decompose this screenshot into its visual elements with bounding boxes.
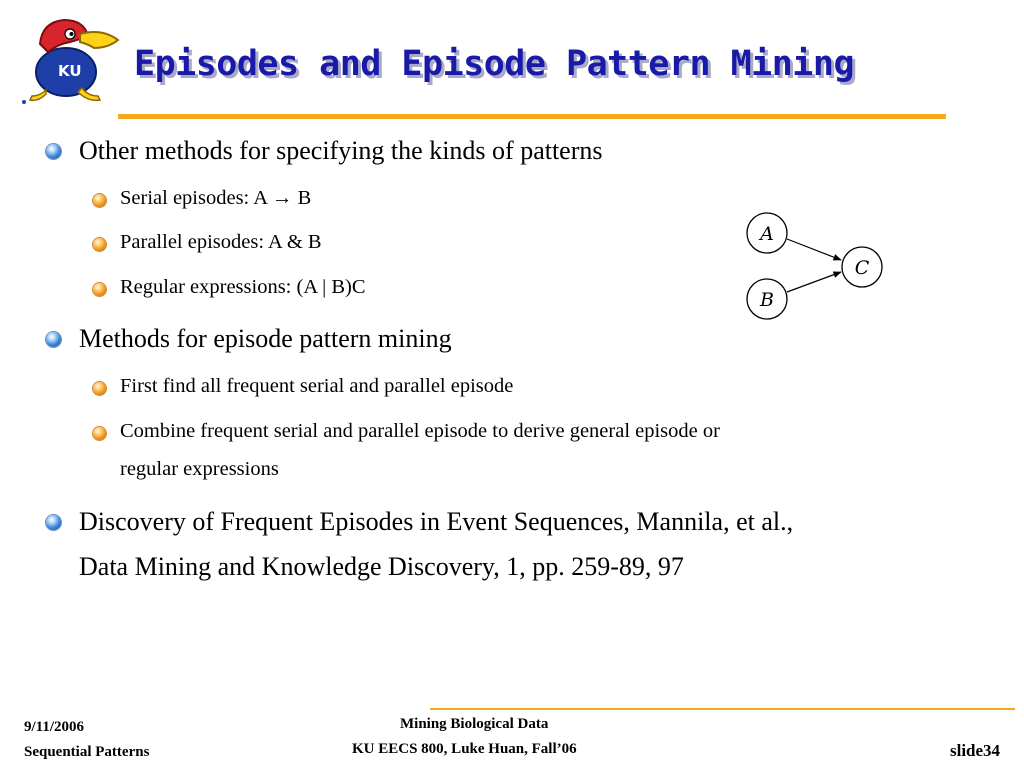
list-item: Serial episodes: A → B	[120, 187, 312, 209]
title-divider	[118, 114, 946, 119]
footer-course-title: Mining Biological Data	[400, 716, 549, 732]
node-c-label: C	[854, 257, 870, 279]
list-item: Combine frequent serial and parallel episode to derive general episode or	[120, 420, 720, 442]
node-b	[747, 279, 787, 319]
node-c	[842, 247, 882, 287]
list-item: Other methods for specifying the kinds of patterns	[79, 136, 603, 165]
list-item: First find all frequent serial and parallel episode	[120, 375, 514, 397]
bullet-icon	[93, 382, 106, 395]
footer-divider	[430, 708, 1015, 710]
edge-b-c	[787, 272, 841, 292]
bullet-icon	[46, 144, 61, 159]
node-b-label: B	[760, 289, 774, 311]
footer-date: 9/11/2006	[24, 719, 85, 735]
list-item: regular expressions	[120, 458, 279, 480]
bullet-icon	[46, 515, 61, 530]
list-item: Parallel episodes: A & B	[120, 231, 322, 253]
bullet-icon	[93, 283, 106, 296]
bullet-icon	[93, 427, 106, 440]
footer-course-info: KU EECS 800, Luke Huan, Fall’06	[352, 741, 577, 757]
list-item: Discovery of Frequent Episodes in Event Sequences, Mannila, et al.,	[79, 507, 794, 536]
node-a-label: A	[760, 223, 774, 245]
slide-number: slide34	[950, 741, 1001, 760]
list-item: Data Mining and Knowledge Discovery, 1, pp. 259-89, 97	[79, 552, 684, 581]
edge-a-c	[787, 239, 841, 260]
list-item: Methods for episode pattern mining	[79, 324, 452, 353]
slide-title: Episodes and Episode Pattern Mining	[134, 44, 855, 84]
list-item: Regular expressions: (A | B)C	[120, 276, 366, 298]
logo-text: KU	[58, 62, 82, 80]
episode-diagram	[740, 206, 890, 326]
bullet-icon	[93, 238, 106, 251]
jayhawk-logo	[18, 14, 122, 106]
bullet-icon	[93, 194, 106, 207]
footer-topic: Sequential Patterns	[24, 744, 150, 760]
bullet-icon	[46, 332, 61, 347]
node-a	[747, 213, 787, 253]
